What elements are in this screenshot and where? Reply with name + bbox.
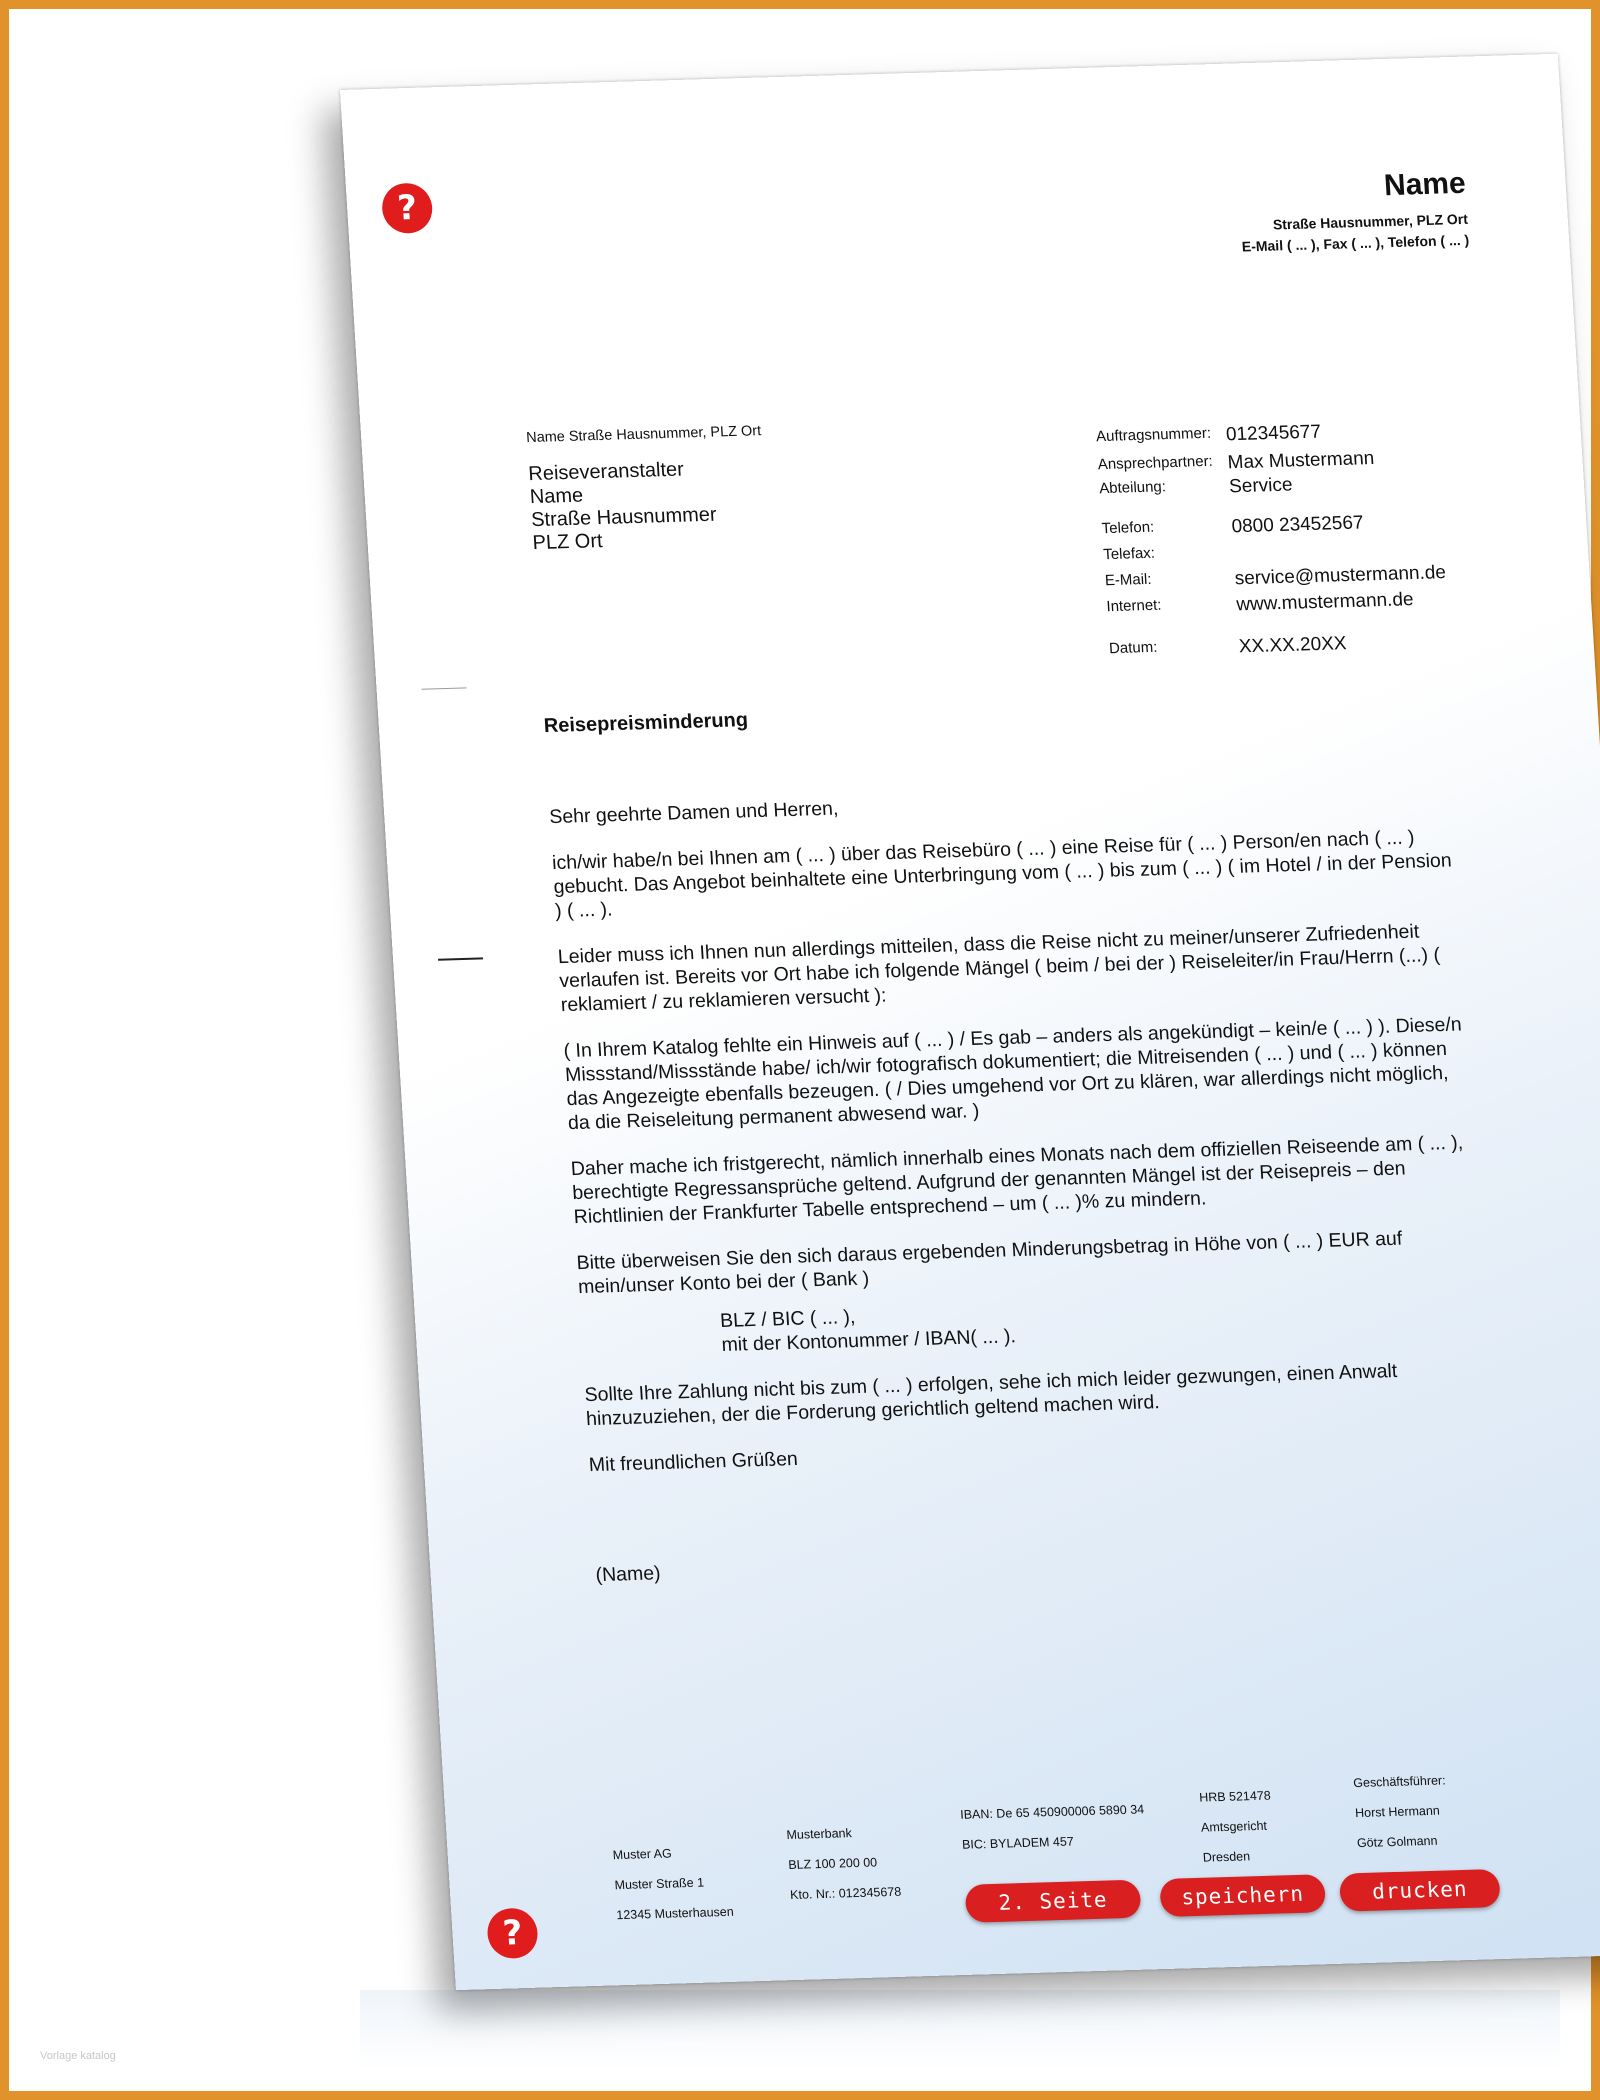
paragraph: ( In Ihrem Katalog fehlte ein Hinweis auf ( ... ) / Es gab – anders als angekündigt – kein/e ( ... ) ). Diese/n Missstand/Missstände habe/ ich/wir fotografisch dokumentiert; die Mitreisenden ( ... ) und ( ... ) können das Angezeigte ebenfalls bezeugen. ( / Dies umgehend vor Ort zu klären, war allerdings nicht möglich, da die Reiseleitung permanent abwesend war. ) bbox=[562, 1013, 1463, 1135]
page-reflection bbox=[360, 1990, 1560, 2070]
letter-subject: Reisepreisminderung bbox=[543, 709, 749, 738]
letter-body bbox=[549, 778, 1495, 1587]
footer-iban bbox=[959, 1793, 1192, 1860]
question-mark-glyph: ? bbox=[501, 1913, 524, 1954]
info-label: E-Mail: bbox=[1104, 570, 1153, 590]
footer-line: Muster Straße 1 bbox=[614, 1875, 705, 1893]
info-label: Telefon: bbox=[1101, 518, 1155, 538]
footer-line: BLZ 100 200 00 bbox=[787, 1855, 878, 1873]
footer-company bbox=[612, 1835, 787, 1930]
footer-bank bbox=[786, 1815, 961, 1910]
footer-line: IBAN: De 65 450900006 5890 34 bbox=[959, 1802, 1145, 1822]
return-address: Name Straße Hausnummer, PLZ Ort bbox=[525, 423, 762, 447]
salutation: Sehr geehrte Damen und Herren, bbox=[548, 797, 839, 829]
info-value: Service bbox=[1228, 474, 1294, 498]
second-page-button[interactable]: 2. Seite bbox=[965, 1880, 1142, 1923]
footer-line: Dresden bbox=[1202, 1849, 1251, 1865]
footer-line: Götz Golmann bbox=[1356, 1833, 1438, 1851]
footer-line: Musterbank bbox=[786, 1826, 853, 1843]
footer-line: Kto. Nr.: 012345678 bbox=[789, 1884, 902, 1903]
print-button[interactable]: drucken bbox=[1339, 1869, 1501, 1912]
letter-page bbox=[340, 54, 1600, 1990]
sender-address: Straße Hausnummer, PLZ Ort bbox=[1272, 210, 1469, 233]
paragraph: ich/wir habe/n bei Ihnen am ( ... ) über das Reisebüro ( ... ) eine Reise für ( ... ) Person/en nach ( ... ) gebucht. Das Angebot beinhaltete eine Unterbringung vom ( ... ) bis zum ( ... ) ( im Hotel / in der Pension ) ( ... ). bbox=[551, 826, 1453, 923]
info-block bbox=[1096, 416, 1511, 688]
paragraph: Sollte Ihre Zahlung nicht bis zum ( ... ) erfolgen, sehe ich mich leider gezwungen, einen Anwalt hinzuzuziehen, der die Forderung gerichtlich geltend machen wird. bbox=[583, 1360, 1398, 1431]
recipient-line: Straße Hausnummer bbox=[530, 503, 718, 532]
question-mark-glyph: ? bbox=[396, 187, 419, 229]
info-label: Auftragsnummer: bbox=[1095, 424, 1212, 446]
paragraph: Leider muss ich Ihnen nun allerdings mitteilen, dass die Reise nicht zu meiner/unserer Zufriedenheit verlaufen ist. Bereits vor Ort habe ich folgende Mängel ( beim / bei der ) Reiseleiter/in Frau/Herrn (...) ( reklamiert / zu reklamieren versucht ): bbox=[557, 920, 1441, 1017]
fold-mark bbox=[422, 687, 467, 689]
bank-details bbox=[719, 1286, 1481, 1357]
footer-management bbox=[1352, 1764, 1507, 1858]
closing: Mit freundlichen Grüßen bbox=[588, 1447, 799, 1477]
bank-line: BLZ / BIC ( ... ), bbox=[719, 1305, 856, 1333]
info-label: Datum: bbox=[1108, 638, 1158, 658]
sender-block bbox=[1105, 167, 1469, 259]
footer-line: HRB 521478 bbox=[1198, 1788, 1272, 1805]
help-icon-bottom[interactable] bbox=[486, 1908, 539, 1959]
footer-line: Amtsgericht bbox=[1200, 1818, 1268, 1835]
info-label: Ansprechpartner: bbox=[1097, 452, 1214, 474]
paragraph: Daher mache ich fristgerecht, nämlich innerhalb eines Monats nach dem offiziellen Reiseende am ( ... ), berechtigte Regressansprüche geltend. Aufgrund der genannten Mängel ist der Reisepreis – den Richtlinien der Frankfurter Tabelle entsprechend – um ( ... )% zu mindern. bbox=[570, 1131, 1464, 1229]
watermark: Vorlage katalog bbox=[40, 2050, 116, 2062]
recipient-line: PLZ Ort bbox=[531, 530, 604, 555]
save-button[interactable]: speichern bbox=[1159, 1874, 1326, 1917]
help-icon-top[interactable] bbox=[381, 182, 434, 233]
bank-line: mit der Kontonummer / IBAN( ... ). bbox=[720, 1325, 1017, 1357]
sender-name: Name bbox=[1383, 166, 1467, 203]
info-label: Abteilung: bbox=[1098, 478, 1167, 498]
recipient-line: Name bbox=[529, 484, 584, 509]
recipient-line: Reiseveranstalter bbox=[527, 458, 685, 486]
footer-line: Muster AG bbox=[612, 1846, 673, 1863]
info-value: 0800 23452567 bbox=[1230, 512, 1365, 538]
paragraph: Bitte überweisen Sie den sich daraus ergebenden Minderungsbetrag in Höhe von ( ... ) EUR auf mein/unser Konto bei der ( Bank ) bbox=[575, 1227, 1403, 1299]
info-label: Telefax: bbox=[1102, 544, 1156, 564]
signature: (Name) bbox=[594, 1562, 662, 1587]
info-value: www.mustermann.de bbox=[1235, 589, 1415, 616]
info-row-date bbox=[1109, 628, 1510, 666]
footer-register bbox=[1198, 1779, 1323, 1873]
footer-line: BIC: BYLADEM 457 bbox=[961, 1834, 1075, 1852]
info-label: Internet: bbox=[1105, 596, 1162, 616]
info-value: 012345677 bbox=[1225, 421, 1322, 446]
sender-contact: E-Mail ( ... ), Fax ( ... ), Telefon ( ... ) bbox=[1241, 231, 1470, 255]
info-value: Max Mustermann bbox=[1227, 447, 1375, 474]
punch-mark bbox=[438, 957, 483, 960]
recipient-address bbox=[528, 458, 719, 556]
footer-line: 12345 Musterhausen bbox=[615, 1904, 735, 1923]
footer-line: Geschäftsführer: bbox=[1352, 1773, 1446, 1791]
info-value: XX.XX.20XX bbox=[1238, 633, 1348, 658]
footer-line: Horst Hermann bbox=[1354, 1803, 1441, 1821]
info-value: service@mustermann.de bbox=[1234, 562, 1447, 590]
